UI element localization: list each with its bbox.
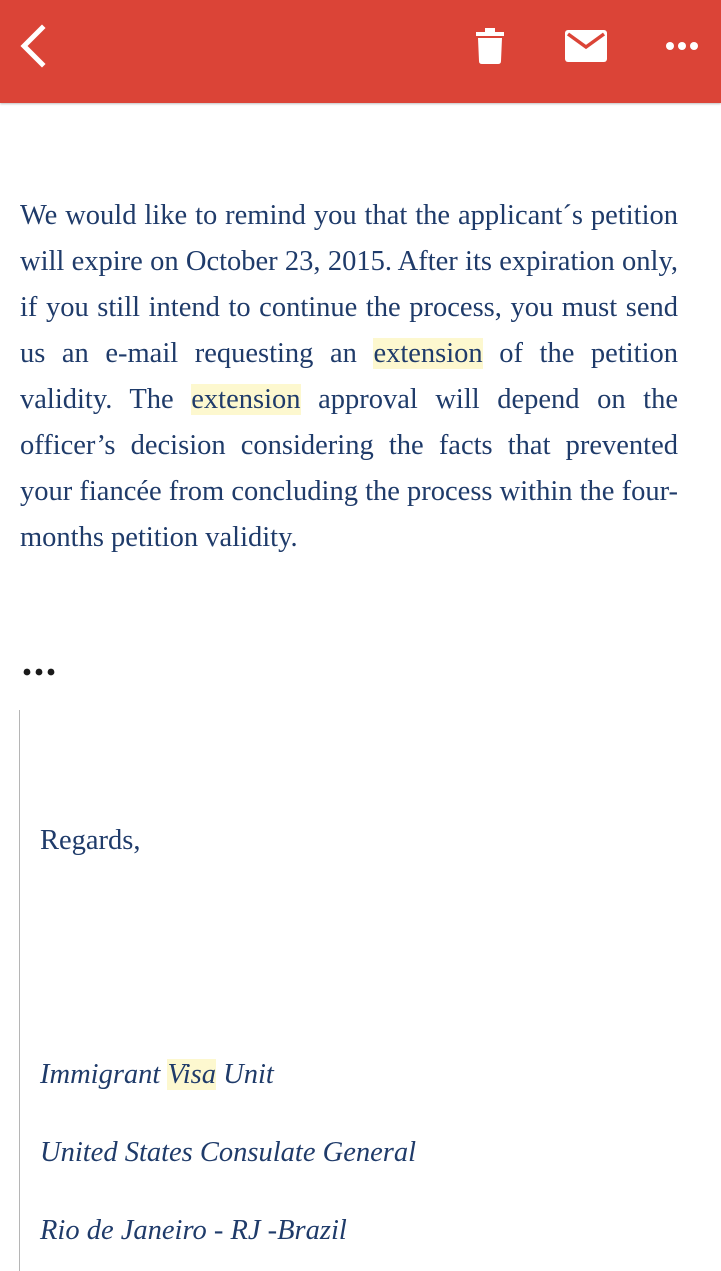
- signature-text: Immigrant: [40, 1059, 168, 1090]
- mail-icon: [565, 30, 607, 62]
- message-paragraph: [20, 193, 678, 561]
- signature-location: Rio de Janeiro - RJ -Brazil: [40, 1215, 347, 1246]
- signature-unit: [40, 1059, 274, 1091]
- message-body: [20, 193, 678, 561]
- paragraph-text: We would like to remind you that the applicant´s petition will expire on October 23, 2015. After its expiration only, if you still intend to continue the process, you must send us an e-mail requesting an: [20, 200, 678, 369]
- signature-consulate: United States Consulate General: [40, 1137, 416, 1168]
- search-highlight: extension: [373, 338, 483, 369]
- delete-button[interactable]: [462, 18, 518, 74]
- quoted-text-block: [19, 710, 700, 1271]
- back-button[interactable]: [6, 18, 62, 74]
- signature-text: Unit: [216, 1059, 274, 1090]
- regards-line: Regards,: [40, 825, 141, 856]
- paragraph-text: of the petition validity. The: [20, 338, 678, 415]
- search-highlight: extension: [191, 384, 301, 415]
- top-app-bar: [0, 0, 721, 103]
- more-options-button[interactable]: [654, 18, 710, 74]
- paragraph-text: approval will depend on the officer’s decision considering the facts that prevented your fiancée from concluding the process within the four-months petition validity.: [20, 384, 679, 553]
- more-icon: [665, 41, 699, 51]
- back-arrow-icon: [14, 24, 54, 68]
- search-highlight: Visa: [167, 1059, 217, 1090]
- ellipsis-icon: [20, 650, 60, 690]
- trash-icon: [475, 27, 505, 65]
- show-trimmed-content-button[interactable]: [20, 650, 60, 690]
- mark-unread-button[interactable]: [556, 18, 616, 74]
